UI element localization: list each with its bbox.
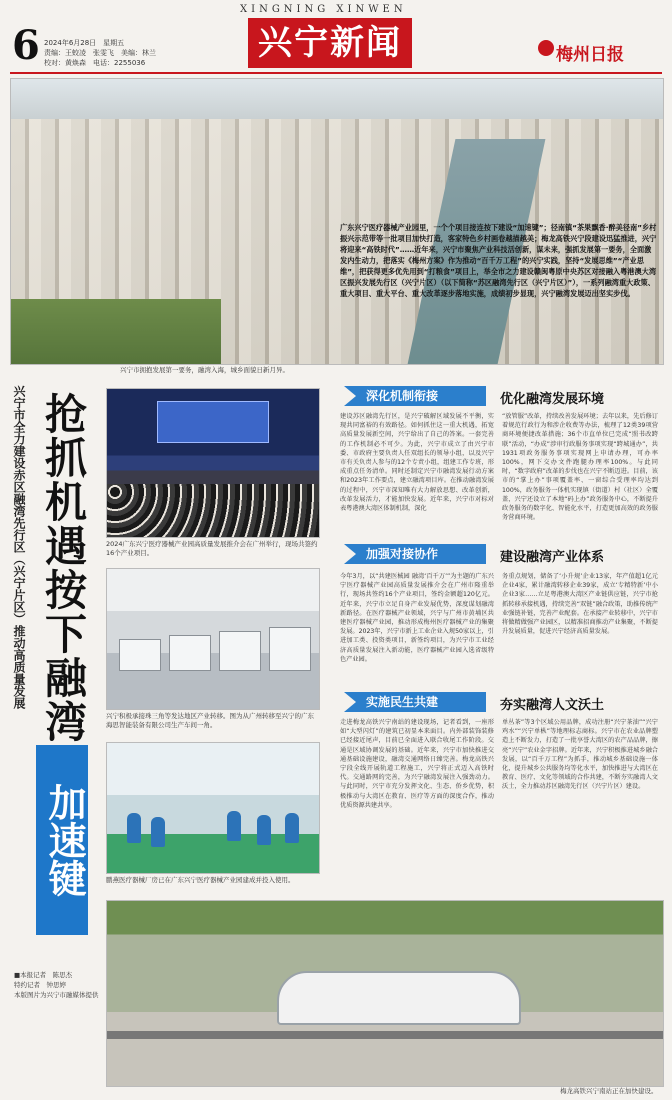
issue-proof: 校对：黄焕森 电话：2255036	[44, 59, 146, 67]
section3-col2: 单丛茶”等3个区域公用品牌，成功注册“兴宁茶油”“兴宁鸡水”“兴宁单枞”等地理标志商标。兴宁市在农业品牌塑造上不断发力，打造了一批享誉大湾区的农产品品牌，擦亮“兴宁”农业金字招牌。近年来，兴宁积极推进城乡融合发展，以“百千万工程”为抓手，推动城乡基础设施一体化，提升城乡公共服务均等化水平，加快推进与大湾区在教育、医疗、文化等领域的合作共建，不断夯实融湾人文沃土，全力推动苏区融湾先行区（兴宁片区）建设。	[502, 719, 658, 791]
page-number: 6	[12, 22, 40, 69]
section-title-culture: 夯实融湾人文沃土	[500, 698, 605, 713]
credit-photo: 本版图片为兴宁市融媒体提供	[14, 991, 99, 999]
section1-col1: 建设苏区融湾先行区，是兴宁破解区域发展不平衡，实现共同富裕的有效路径。如何抓住这一重大机遇，拓宽高质量发展新空间，兴宁给出了自己的答案。一套完善的工作机制必不可少。为此，兴宁市成立了由兴宁市委、市政府主要负责人任双组长的领导小组，以及兴宁市有关负责人参与的12个专责小组，组建工作专班，形成重点任务清单。同时还制定兴宁市融湾发展行动方案和2023年工作要点，建立融湾项目库。在推动融湾发展的过程中，兴宁市深知唯有大力解放思想、改革创新，改革发展活力，才能加快发展。近年来，兴宁市对标对表粤港澳大湾区体制机制，深化	[340, 413, 494, 513]
top-photo-caption: 兴宁市拥抱发展第一要务，融湾入海，城乡面貌日新月异。	[120, 366, 289, 374]
headline-main: 抢抓机遇按下融湾	[39, 392, 88, 744]
factory-caption: 兴宁积极承接珠三角等发达地区产业转移。图为从广州转移至兴宁的广东海思智能装备有限公司生产车间一角。	[106, 712, 314, 729]
section1-col2: “放管服”改革，持续改善发展环境；去年以来，先后修订着规范行政行为和涉企收费等办法，梳理了12类39项营商环境便捷改革措施；36个市直单位已完成“照书改跨联”活动，“办成”涉审行政服务事项实现“跨城通办”，共1931项政务服务事项实现网上申请办理，可办率100%，网下交办文件跑腿办理率100%。与此同时，“数字政府”改革的步伐也在兴宁不断迈进。目前，该市的“掌上办”事项覆盖率、一窗综合受理率均达到100%，政务服务一体机实现镇（街道）村（社区）全覆盖，兴宁还设立了本地“码上办”政务服务中心，不断提升政务服务的数字化、智能化水平，打造更加高效的政务服务营商环境。	[502, 413, 658, 522]
credit-reporter: ■本报记者 陈思杰	[14, 971, 73, 979]
audience	[107, 484, 319, 537]
section2-col1: 今年3月，以“共建医械园 融湾‘百千万’”为主题的广东兴宁医疗器械产业园高质量发展推介会在广州市隆重举行，现场共签约16个产业项目，签约金额超120亿元。近年来，兴宁市立足自身产业发展优势，深度谋划融湾新路径。在医疗器械产业领域，兴宁与广州市黄埔区共建医疗器械产业园，推动形成梅州医疗器械产业的集聚发展。2023年，兴宁市新上工业企业入规50家以上，引进加工类、投资类项目，新签约项目，为兴宁市工业经济高质量发展注入新动能，医疗器械产业园入选省级特色产业园。	[340, 573, 494, 663]
section-tag-mechanism: 深化机制衔接	[344, 386, 486, 406]
conference-caption: 2024广东兴宁医疗器械产业园高质量发展推介会在广州举行，现场共签约16个产业项目。	[106, 540, 318, 557]
worker	[285, 813, 299, 843]
section-tag-cooperation: 加强对接协作	[344, 544, 486, 564]
railway-track	[107, 1031, 663, 1039]
credit-correspondent: 特约记者 钟思婷	[14, 981, 66, 989]
headline-subtitle: 兴宁市全力建设赤区融湾先行区（兴宁片区）推动高质量发展	[12, 385, 26, 709]
section3-col1: 走进梅龙高铁兴宁南站的建设现场，记者看到，一座形如“大型闪灯”的建筑已初显本来面目。内外部装饰装修已经接近尾声，目前已全面进入联合收尾工作阶段。交通是区域协调发展的基础。近年来，兴宁市加快推进交通基础设施建设，融湾交通网络日臻完善。梅龙高铁兴宁段全线开展轨道工程施工，兴宁将正式迈入高铁时代。交通路网的完善，为兴宁融湾发展注入强劲动力。与此同时，兴宁市充分发挥文化、生态、侨乡优势，积极推动与大湾区在教育、医疗等方面的深度合作，推动优质资源共建共享。	[340, 719, 494, 809]
section-title-industry: 建设融湾产业体系	[500, 550, 605, 565]
issue-editor: 责编：王蛟凌 张雯飞 美编：林兰	[44, 49, 156, 57]
lead-paragraph: 广东兴宁医疗器械产业园里，一个个项目接连按下建设“加速键”；径南镇“茶果飘香·醉美径南”乡村振兴示范带等一批项目加快打造，客家特色乡村画卷越描越美；梅龙高铁兴宁段建设迅猛推进，兴宁将迎来“高铁时代”……近年来，兴宁市聚焦产业科技活创新，谋未来，强抓发展第一要务，全面激发内生动力，把落实《梅州方案》作为推动“百千万工程”的兴宁实践，坚持“发展思维”“产业思维”，把获得更多优先用到“打粮食”项目上，举全市之力建设赣闽粤原中央苏区对接融入粤港澳大湾区振兴发展先行区（兴宁片区）（以下简称“苏区融湾先行区（兴宁片区）”），一系列融湾重大政策、重大项目、重大平台、重大改革逐步落地实施，成绩初步显现，兴宁融湾发展迈出坚实步伐。	[340, 223, 657, 298]
machine	[119, 639, 161, 671]
headline-key: 加速键	[36, 745, 88, 935]
photo-sky	[11, 79, 663, 119]
issue-meta	[44, 38, 156, 68]
section-tag-livelihood: 实施民生共建	[344, 692, 486, 712]
worker	[227, 811, 241, 841]
section2-col2: 务重点规划，储备了‘小升规’企业13家，年产值超1亿元企业4家，累计融湾转移企业39家，成立‘专精特新’中小企业3家……立足粤港澳大湾区产业链供应链，兴宁市抢抓转移承接机遇，持续完善“双链”融合政策，助推传统产业强链补链，完善产业配套。在承接产业转移中，兴宁市将做精做强产业园区，以精准招商推动产业集聚，不断提升发展质量，促进兴宁经济高质量发展。	[502, 573, 658, 636]
worker	[151, 817, 165, 847]
station-photo	[106, 900, 664, 1087]
conference-photo	[106, 388, 320, 538]
workshop-photo	[106, 742, 320, 874]
station-building	[277, 971, 521, 1025]
factory-photo	[106, 568, 320, 710]
worker	[127, 813, 141, 843]
machine	[169, 635, 211, 671]
section-title-environment: 优化融湾发展环境	[500, 392, 605, 407]
machine	[219, 631, 261, 671]
station-caption: 梅龙高铁兴宁南站正在加快建设。	[560, 1087, 658, 1095]
machine	[269, 627, 311, 671]
header-divider	[10, 72, 662, 74]
stage-screen	[157, 401, 269, 443]
workshop-caption: 鹏燕医疗器械厂房已在广东兴宁医疗器械产业园建成并投入使用。	[106, 876, 295, 884]
issue-date: 2024年6月28日 星期五	[44, 39, 125, 47]
credits	[14, 970, 104, 1000]
masthead-pinyin: XINGNING XINWEN	[240, 4, 407, 15]
masthead-title: 兴宁新闻	[248, 18, 412, 68]
brand-name: 梅州日报	[556, 45, 624, 65]
worker	[257, 815, 271, 845]
photo-greenery	[11, 299, 221, 365]
brand-logo-icon	[538, 40, 554, 56]
